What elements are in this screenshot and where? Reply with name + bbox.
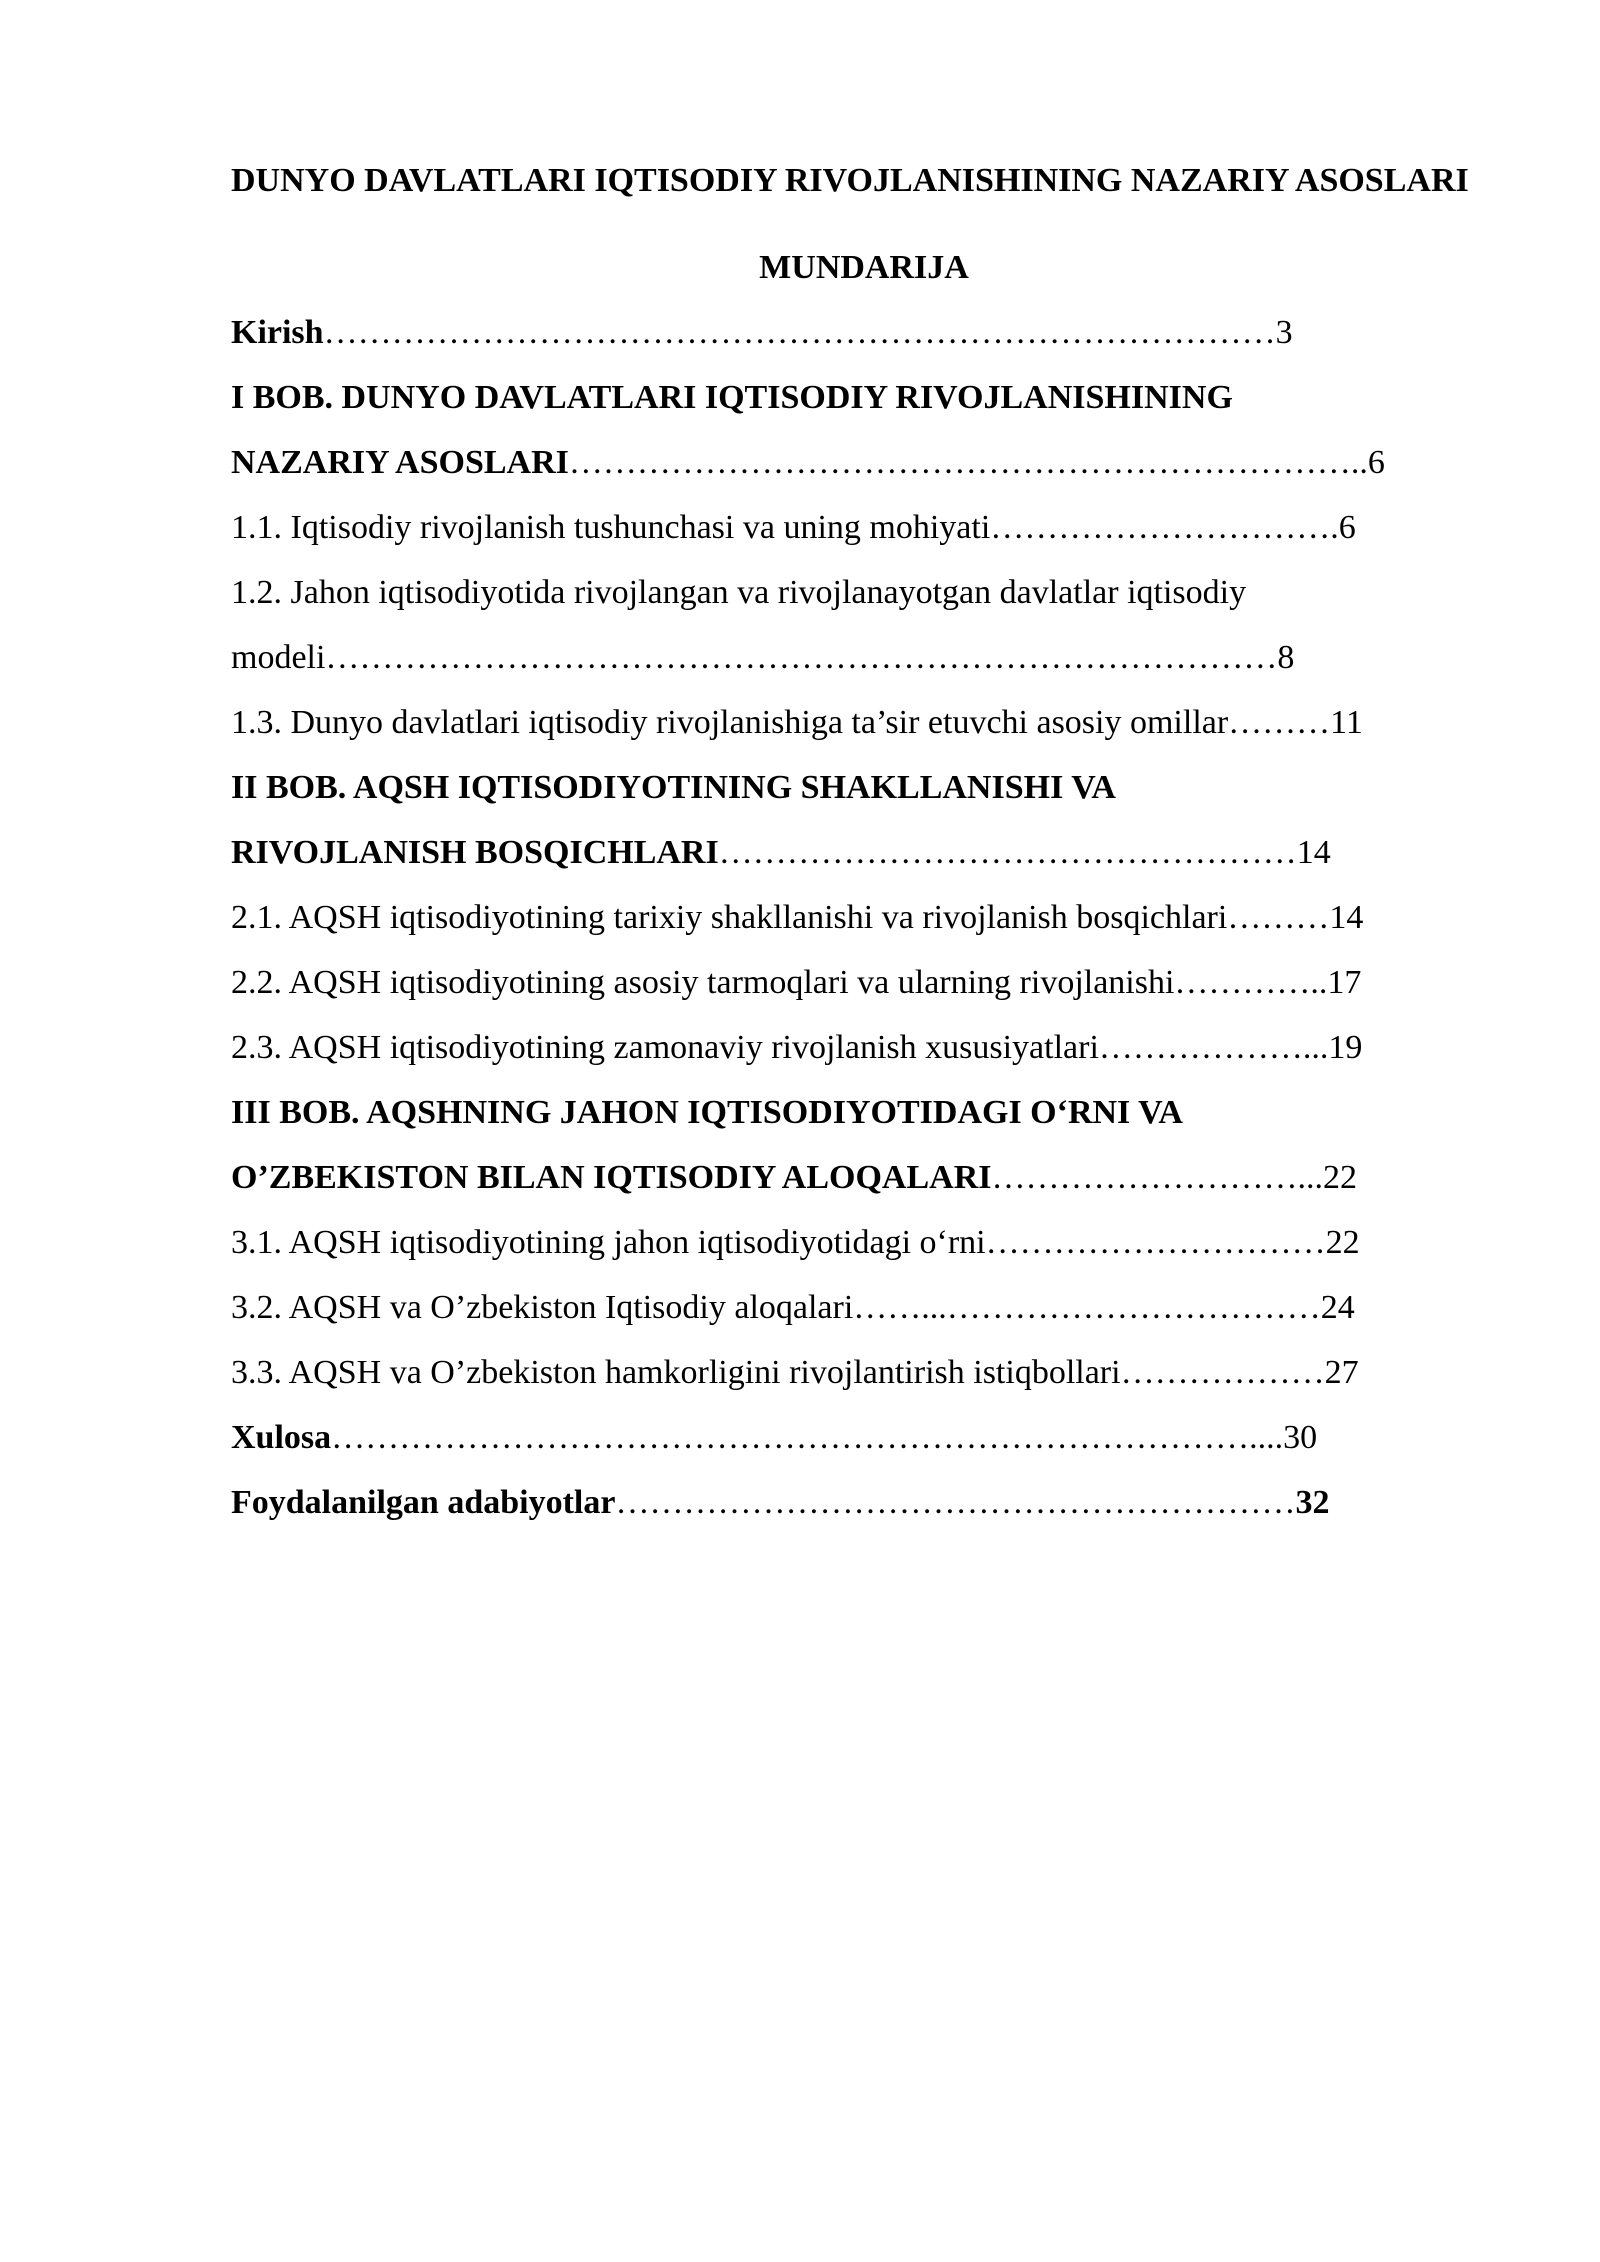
toc-entry [231, 495, 1497, 560]
toc-entry-text: …………………………………………………………………………3 [323, 314, 1293, 351]
toc-entry-text: modeli…………………………………………………………………………8 [231, 639, 1295, 676]
toc-entry-bold: I BOB. DUNYO DAVLATLARI IQTISODIY RIVOJLANISHINING [231, 379, 1233, 416]
toc-entry [231, 755, 1497, 820]
toc-entry [231, 1015, 1497, 1080]
toc-entry [231, 820, 1497, 885]
toc-entry-text: 3.2. AQSH va O’zbekiston Iqtisodiy aloqalari……...……………………………24 [231, 1289, 1355, 1326]
toc-entry-text: ……………………………………………14 [718, 834, 1331, 871]
toc-entry-text: ……………………………………………………………..6 [568, 444, 1385, 481]
toc-entry [231, 950, 1497, 1015]
toc-entry-bold: Foydalanilgan adabiyotlar [231, 1484, 616, 1521]
toc-entry [231, 1210, 1497, 1275]
toc-entry [231, 1275, 1497, 1340]
page-content [231, 148, 1497, 1535]
toc-entry [231, 365, 1497, 430]
toc-entry [231, 625, 1497, 690]
toc-entry-text: 1.3. Dunyo davlatlari iqtisodiy rivojlanishiga ta’sir etuvchi asosiy omillar………11 [231, 704, 1363, 741]
table-of-contents [231, 300, 1497, 1535]
toc-entry [231, 1080, 1497, 1145]
toc-entry-text: …………………………………………………… [615, 1484, 1296, 1521]
toc-entry-bold: III BOB. AQSHNING JAHON IQTISODIYOTIDAGI O‘RNI VA [231, 1094, 1183, 1131]
toc-entry-text: 2.2. AQSH iqtisodiyotining asosiy tarmoqlari va ularning rivojlanishi…………..17 [231, 964, 1362, 1001]
toc-entry [231, 1145, 1497, 1210]
toc-entry-bold: O’ZBEKISTON BILAN IQTISODIY ALOQALARI [231, 1159, 992, 1196]
toc-entry-bold: NAZARIY ASOSLARI [231, 444, 569, 481]
toc-entry-text: ………………………………………………………………………....30 [331, 1419, 1318, 1456]
toc-entry-text: 1.2. Jahon iqtisodiyotida rivojlangan va rivojlanayotgan davlatlar iqtisodiy [231, 574, 1247, 611]
toc-entry [231, 885, 1497, 950]
toc-entry-text: 2.1. AQSH iqtisodiyotining tarixiy shakllanishi va rivojlanish bosqichlari………14 [231, 899, 1364, 936]
toc-entry-text: ………………………...22 [991, 1159, 1357, 1196]
toc-entry-text: 3.3. AQSH va O’zbekiston hamkorligini rivojlantirish istiqbollari………………27 [231, 1354, 1359, 1391]
toc-entry [231, 1470, 1497, 1535]
toc-entry-text: 3.1. AQSH iqtisodiyotining jahon iqtisodiyotidagi o‘rni…………………………22 [231, 1224, 1360, 1261]
document-title: DUNYO DAVLATLARI IQTISODIY RIVOJLANISHINING NAZARIY ASOSLARI [231, 162, 1469, 199]
toc-entry-text: 2.3. AQSH iqtisodiyotining zamonaviy rivojlanish xususiyatlari………………...19 [231, 1029, 1363, 1066]
toc-entry [231, 1405, 1497, 1470]
toc-entry-bold: Xulosa [231, 1419, 332, 1456]
toc-entry-bold: RIVOJLANISH BOSQICHLARI [231, 834, 719, 871]
toc-entry [231, 560, 1497, 625]
toc-entry [231, 1340, 1497, 1405]
toc-entry [231, 430, 1497, 495]
toc-entry [231, 690, 1497, 755]
toc-heading: MUNDARIJA [759, 249, 969, 286]
toc-entry [231, 300, 1497, 365]
toc-entry-text: 1.1. Iqtisodiy rivojlanish tushunchasi va uning mohiyati………………………….6 [231, 509, 1356, 546]
toc-entry-page-bold: 32 [1295, 1484, 1330, 1521]
toc-entry-bold: Kirish [231, 314, 324, 351]
toc-entry-bold: II BOB. AQSH IQTISODIYOTINING SHAKLLANISHI VA [231, 769, 1116, 806]
